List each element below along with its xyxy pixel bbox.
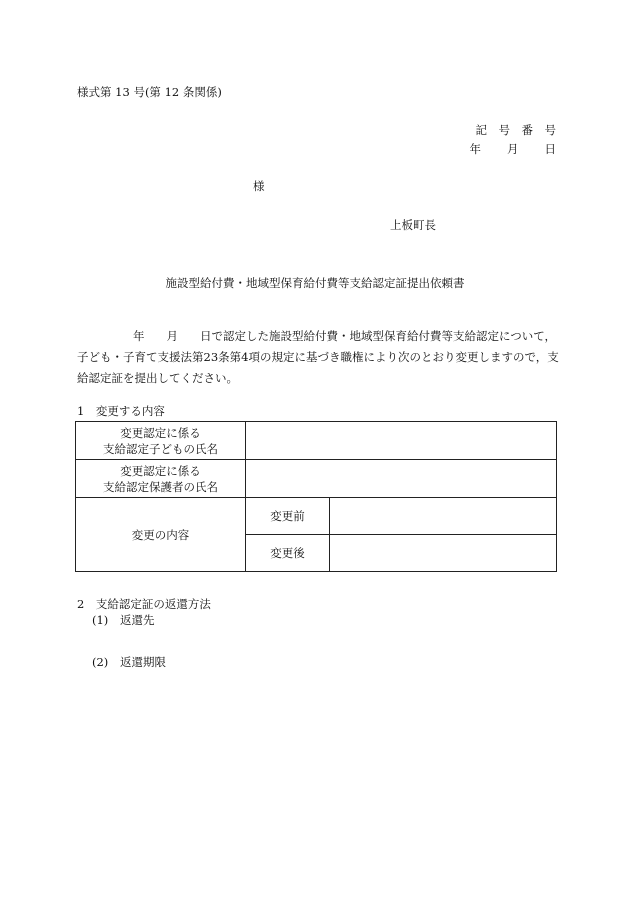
guardian-name-field[interactable]: [246, 460, 557, 498]
label-line: 支給認定保護者の氏名: [103, 479, 218, 494]
item-number: (1): [92, 613, 109, 627]
child-name-field[interactable]: [246, 422, 557, 460]
section2-title: 2 支給認定証の返還方法: [77, 597, 211, 611]
return-deadline: [92, 654, 166, 670]
child-name-label: [76, 422, 246, 460]
table-row: [76, 498, 557, 535]
table-row: [76, 460, 557, 498]
date-line: [470, 141, 557, 157]
after-field[interactable]: [330, 535, 557, 572]
date-day: 日: [544, 142, 556, 156]
change-details-table: [75, 421, 557, 572]
label-line: 変更認定に係る: [120, 425, 201, 440]
record-number-label: 記 号 番 号: [475, 123, 556, 137]
change-content-label: 変更の内容: [76, 498, 246, 572]
label-line: 変更認定に係る: [120, 463, 201, 478]
addressee-honorific: 様: [253, 179, 265, 193]
date-year: 年: [469, 142, 481, 156]
body-paragraph: [77, 326, 563, 389]
section1-title: 1 変更する内容: [77, 404, 165, 418]
item-number: (2): [92, 655, 109, 669]
before-field[interactable]: [330, 498, 557, 535]
return-destination: [92, 612, 155, 628]
document-title: 施設型給付費・地域型保育給付費等支給認定証提出依頼書: [165, 276, 465, 290]
body-text: 日で認定した施設型給付費・地域型保育給付費等支給認定について，子ども・子育て支援法第23条第4項の規定に基づき職権により次のとおり変更しますので，支給認定証を提出してください。: [77, 329, 559, 385]
body-month: 月: [166, 329, 178, 343]
sender-name: 上板町長: [390, 218, 436, 232]
label-line: 支給認定子どもの氏名: [103, 441, 218, 456]
item-label: 返還期限: [120, 655, 166, 669]
table-row: [76, 422, 557, 460]
after-label: 変更後: [246, 535, 330, 572]
date-month: 月: [507, 142, 519, 156]
body-year: 年: [133, 329, 145, 343]
guardian-name-label: [76, 460, 246, 498]
form-number: 様式第 13 号(第 12 条関係): [77, 85, 222, 99]
before-label: 変更前: [246, 498, 330, 535]
item-label: 返還先: [120, 613, 155, 627]
